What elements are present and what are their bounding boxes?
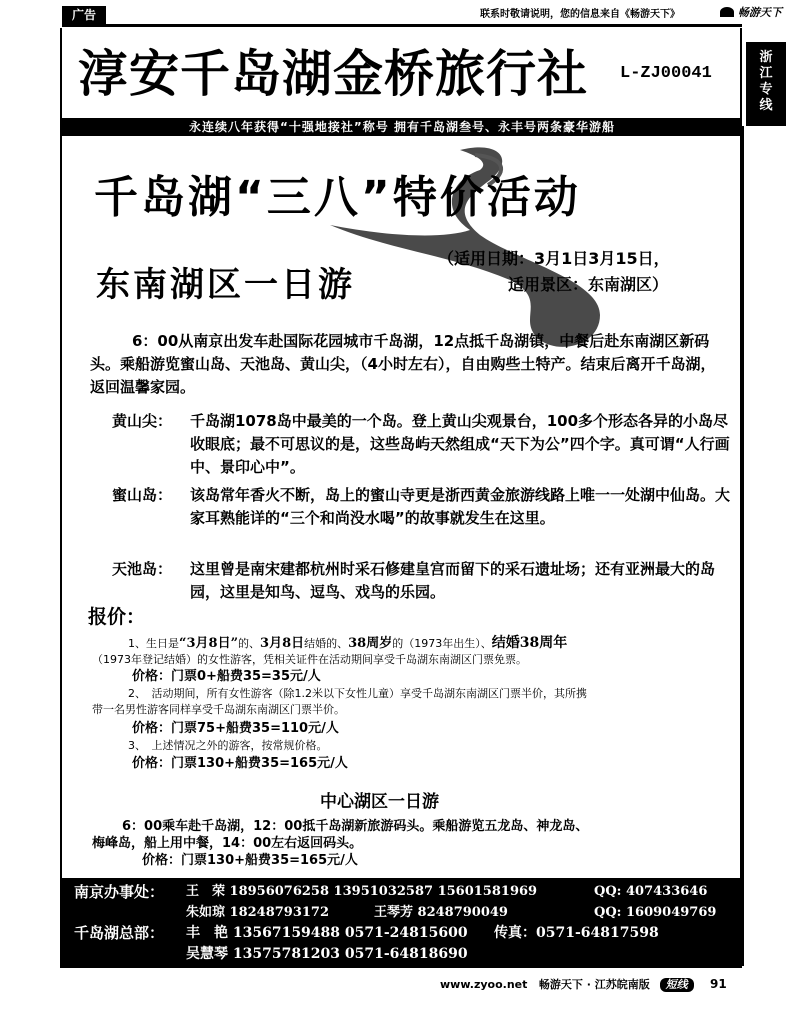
- magazine-logo-icon: [720, 7, 734, 17]
- rule-1-part: 结婚38周年: [491, 635, 568, 651]
- rule-1-part: 结婚的、: [304, 637, 349, 650]
- magazine-logo-text: 畅游天下: [737, 6, 782, 19]
- spot-mishandao: [112, 484, 732, 530]
- spot-tianchidao: [112, 558, 732, 604]
- spot-label: 蜜山岛：: [112, 486, 173, 504]
- page-number: 91: [710, 977, 727, 991]
- price-rule-2: [92, 686, 732, 718]
- central-price: 价格：门票130+船费35=165元/人: [142, 853, 358, 868]
- spot-description: 这里曾是南宋建都杭州时采石修建皇宫而留下的采石遗址场；还有亚洲最大的岛园，这里是知鸟、逗鸟、戏鸟的乐园。: [190, 560, 716, 601]
- hq-label: 千岛湖总部：: [74, 924, 165, 942]
- nanjing-qq-2: QQ: 1609049769: [594, 905, 717, 920]
- price-2: 价格：门票75+船费35=110元/人: [132, 721, 339, 736]
- footer-edition: 畅游天下 · 江苏皖南版: [538, 978, 650, 991]
- spot-description: 该岛常年香火不断，岛上的蜜山寺更是浙西黄金旅游线路上唯一一处湖中仙岛。大家耳熟能详的“三个和尚没水喝”的故事就发生在这里。: [190, 486, 731, 527]
- validity-dates: （适用日期：3月1日3月15日，: [438, 249, 670, 268]
- nanjing-contact-2: 朱如琼 18248793172: [186, 905, 330, 920]
- spot-label: 黄山尖：: [112, 412, 173, 430]
- license-number: L-ZJ00041: [620, 64, 712, 83]
- rule-1-part: 3月8日: [260, 636, 305, 651]
- rule-1-line2: （1973年登记结婚）的女性游客，凭相关证件在活动期间享受千岛湖东南湖区门票免票。: [92, 653, 527, 666]
- hq-fax: 传真：0571-64817598: [494, 925, 659, 941]
- top-rule: [62, 24, 742, 27]
- nanjing-contact-3: 王琴芳 8248790049: [374, 905, 508, 920]
- contacts-box: [62, 878, 742, 966]
- tour-subtitle: 东南湖区一日游: [96, 265, 355, 305]
- nanjing-office-label: 南京办事处：: [74, 883, 165, 901]
- promo-headline: 千岛湖“三八”特价活动: [94, 172, 581, 223]
- source-notice: 联系时敬请说明，您的信息来自《畅游天下》: [480, 9, 680, 20]
- rule-1-part: 的（1973年出生）、: [392, 637, 492, 650]
- rule-1-part: 1、生日是: [128, 637, 179, 650]
- central-tour-text: [92, 818, 732, 852]
- price-rule-3: 3、 上述情况之外的游客，按常规价格。: [128, 739, 328, 752]
- region-side-tab: [746, 42, 786, 126]
- nanjing-contact-1: 王 荣 18956076258 13951032587 15601581969: [186, 884, 538, 899]
- footer-section: 短线: [660, 978, 694, 992]
- rule-2-line2: 带一名男性游客同样享受千岛湖东南湖区门票半价。: [92, 703, 345, 716]
- itinerary-intro-text: 6：00从南京出发车赴国际花园城市千岛湖，12点抵千岛湖镇，中餐后赴东南湖区新码头。乘船游览蜜山岛、天池岛、黄山尖，（4小时左右），自由购些土特产。结束后离开千岛湖，返回温馨家园。: [90, 332, 716, 396]
- nanjing-qq-1: QQ: 407433646: [594, 884, 708, 899]
- footer-site: www.zyoo.net: [440, 978, 528, 991]
- central-tour-title: 中心湖区一日游: [320, 792, 439, 812]
- spot-huangshanjian: [112, 410, 732, 479]
- central-line2: 梅峰岛，船上用中餐，14：00左右返回码头。: [92, 836, 363, 851]
- rule-2-line1: 2、 活动期间，所有女性游客（除1.2米以下女性儿童）享受千岛湖东南湖区门票半价，其所携: [128, 687, 587, 700]
- ad-tag: 广告: [62, 6, 106, 24]
- price-1: 价格：门票0+船费35=35元/人: [132, 669, 321, 684]
- price-3: 价格：门票130+船费35=165元/人: [132, 756, 348, 771]
- company-name: 淳安千岛湖金桥旅行社: [78, 44, 588, 103]
- rule-1-part: “3月8日”: [179, 636, 239, 651]
- magazine-logo: [720, 6, 782, 20]
- itinerary-intro: [90, 330, 730, 399]
- hq-contact-1: 丰 艳 13567159488 0571-24815600: [186, 925, 468, 941]
- spot-label: 天池岛：: [112, 560, 173, 578]
- page-footer: [440, 978, 700, 992]
- validity-area: 适用景区：东南湖区）: [508, 275, 669, 294]
- rule-1-part: 的、: [238, 637, 261, 650]
- central-line1: 6：00乘车赴千岛湖，12：00抵千岛湖新旅游码头。乘船游览五龙岛、神龙岛、: [122, 819, 589, 834]
- price-rule-1: [92, 632, 732, 668]
- slogan-bar: 永连续八年获得“十强地接社”称号 拥有千岛湖叁号、永丰号两条豪华游船: [62, 118, 742, 136]
- right-border: [742, 126, 744, 966]
- region-side-tab-label: 浙江专线: [759, 50, 773, 113]
- pricing-heading: 报价：: [88, 606, 146, 628]
- rule-1-part: 38周岁: [348, 636, 393, 651]
- spot-description: 千岛湖1078岛中最美的一个岛。登上黄山尖观景台，100多个形态各异的小岛尽收眼底；最不可思议的是，这些岛屿天然组成“天下为公”四个字。真可谓“人行画中、景印心中”。: [190, 412, 730, 476]
- hq-contact-2: 吴慧琴 13575781203 0571-64818690: [186, 946, 468, 962]
